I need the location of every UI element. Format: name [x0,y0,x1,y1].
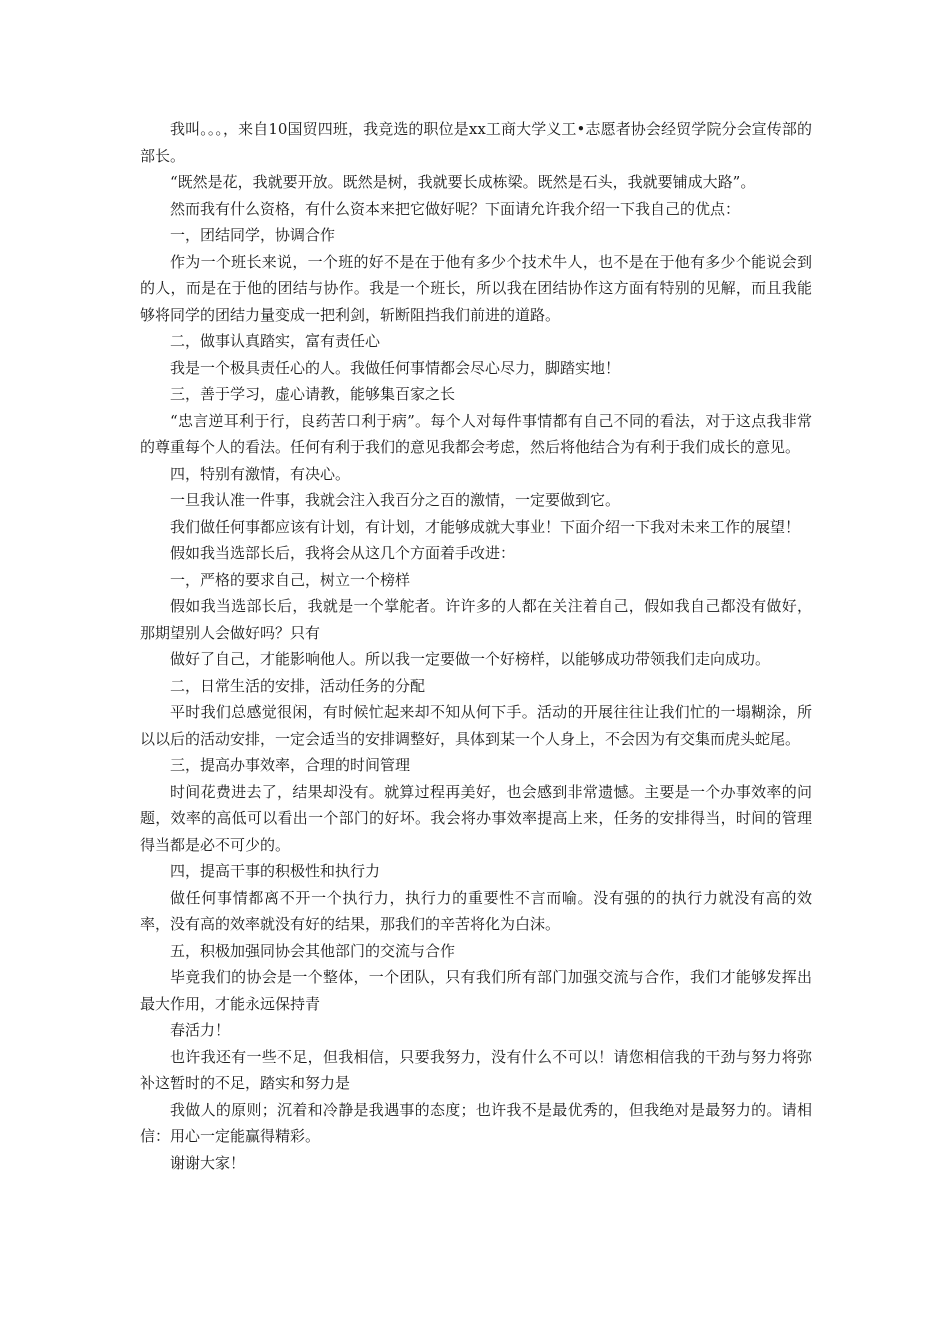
paragraph-intro: 我叫。。。，来自10国贸四班，我竞选的职位是xx工商大学义工•志愿者协会经贸学院分会宣传部的部长。 [140,120,812,165]
paragraph-strength-1: 作为一个班长来说，一个班的好不是在于他有多少个技术牛人，也不是在于他有多少个能说会到的人，而是在于他的团结与协作。我是一个班长，所以我在团结协作这方面有特别的见解，而且我能够将同学的团结力量变成一把利剑，斩断阻挡我们前进的道路。 [140,252,812,324]
paragraph-plan-2: 平时我们总感觉很闲，有时候忙起来却不知从何下手。活动的开展往往让我们忙的一塌糊涂，所以以后的活动安排，一定会适当的安排调整好，具体到某一个人身上，不会因为有交集而虎头蛇尾。 [140,703,812,748]
paragraph-strength-3: “忠言逆耳利于行，良药苦口利于病”。每个人对每件事情都有自己不同的看法，对于这点我非常的尊重每个人的看法。任何有利于我们的意见我都会考虑，然后将他结合为有利于我们成长的意见。 [140,411,812,456]
paragraph-closing-a: 也许我还有一些不足，但我相信，只要我努力，没有什么不可以！请您相信我的干劲与努力将弥补这暂时的不足，踏实和努力是 [140,1047,812,1092]
heading-strength-1: 一，团结同学，协调合作 [170,226,336,244]
paragraph-plan-3: 时间花费进去了，结果却没有。就算过程再美好，也会感到非常遗憾。主要是一个办事效率的问题，效率的高低可以看出一个部门的好坏。我会将办事效率提高上来，任务的安排得当，时间的管理得当都是必不可少的。 [140,782,812,854]
document-body [140,116,812,1176]
heading-strength-3: 三，善于学习，虚心请教，能够集百家之长 [170,385,456,403]
heading-plan-4: 四，提高干事的积极性和执行力 [170,862,381,880]
paragraph-closing-b: 我做人的原则；沉着和冷静是我遇事的态度；也许我不是最优秀的，但我绝对是最努力的。请相信：用心一定能赢得精彩。 [140,1100,812,1145]
paragraph-plan-4: 做任何事情都离不开一个执行力，执行力的重要性不言而喻。没有强的的执行力就没有高的效率，没有高的效率就没有好的结果，那我们的辛苦将化为白沫。 [140,888,812,933]
heading-plan-2: 二，日常生活的安排，活动任务的分配 [170,676,426,695]
paragraph-qualification-question: 然而我有什么资格，有什么资本来把它做好呢？下面请允许我介绍一下我自己的优点： [170,199,741,218]
paragraph-plan-1a: 假如我当选部长后，我就是一个掌舵者。许许多的人都在关注着自己，假如我自己都没有做好，那期望别人会做好吗？只有 [140,597,812,642]
paragraph-plan-5a: 毕竟我们的协会是一个整体，一个团队，只有我们所有部门加强交流与合作，我们才能够发挥出最大作用，才能永远保持青 [140,968,812,1013]
paragraph-plan-5b: 春活力！ [170,1021,231,1039]
paragraph-quote-flower: “既然是花，我就要开放。既然是树，我就要长成栋梁。既然是石头，我就要铺成大路”。 [170,173,756,191]
heading-plan-5: 五，积极加强同协会其他部门的交流与合作 [170,941,456,960]
paragraph-thanks: 谢谢大家！ [170,1153,246,1172]
heading-plan-3: 三，提高办事效率，合理的时间管理 [170,756,411,774]
heading-strength-4: 四，特别有激情，有决心。 [170,464,351,483]
paragraph-strength-4: 一旦我认准一件事，我就会注入我百分之百的激情，一定要做到它。 [170,491,621,509]
heading-plan-1: 一，严格的要求自己，树立一个榜样 [170,570,411,589]
heading-strength-2: 二，做事认真踏实，富有责任心 [170,332,381,350]
paragraph-strength-2: 我是一个极具责任心的人。我做任何事情都会尽心尽力，脚踏实地！ [170,358,621,377]
paragraph-plan-1b: 做好了自己，才能影响他人。所以我一定要做一个好榜样，以能够成功带领我们走向成功。 [170,650,771,668]
paragraph-plan-intro: 我们做任何事都应该有计划，有计划，才能够成就大事业！下面介绍一下我对未来工作的展望！ [170,517,801,536]
paragraph-plan-lead: 假如我当选部长后，我将会从这几个方面着手改进： [170,544,516,562]
